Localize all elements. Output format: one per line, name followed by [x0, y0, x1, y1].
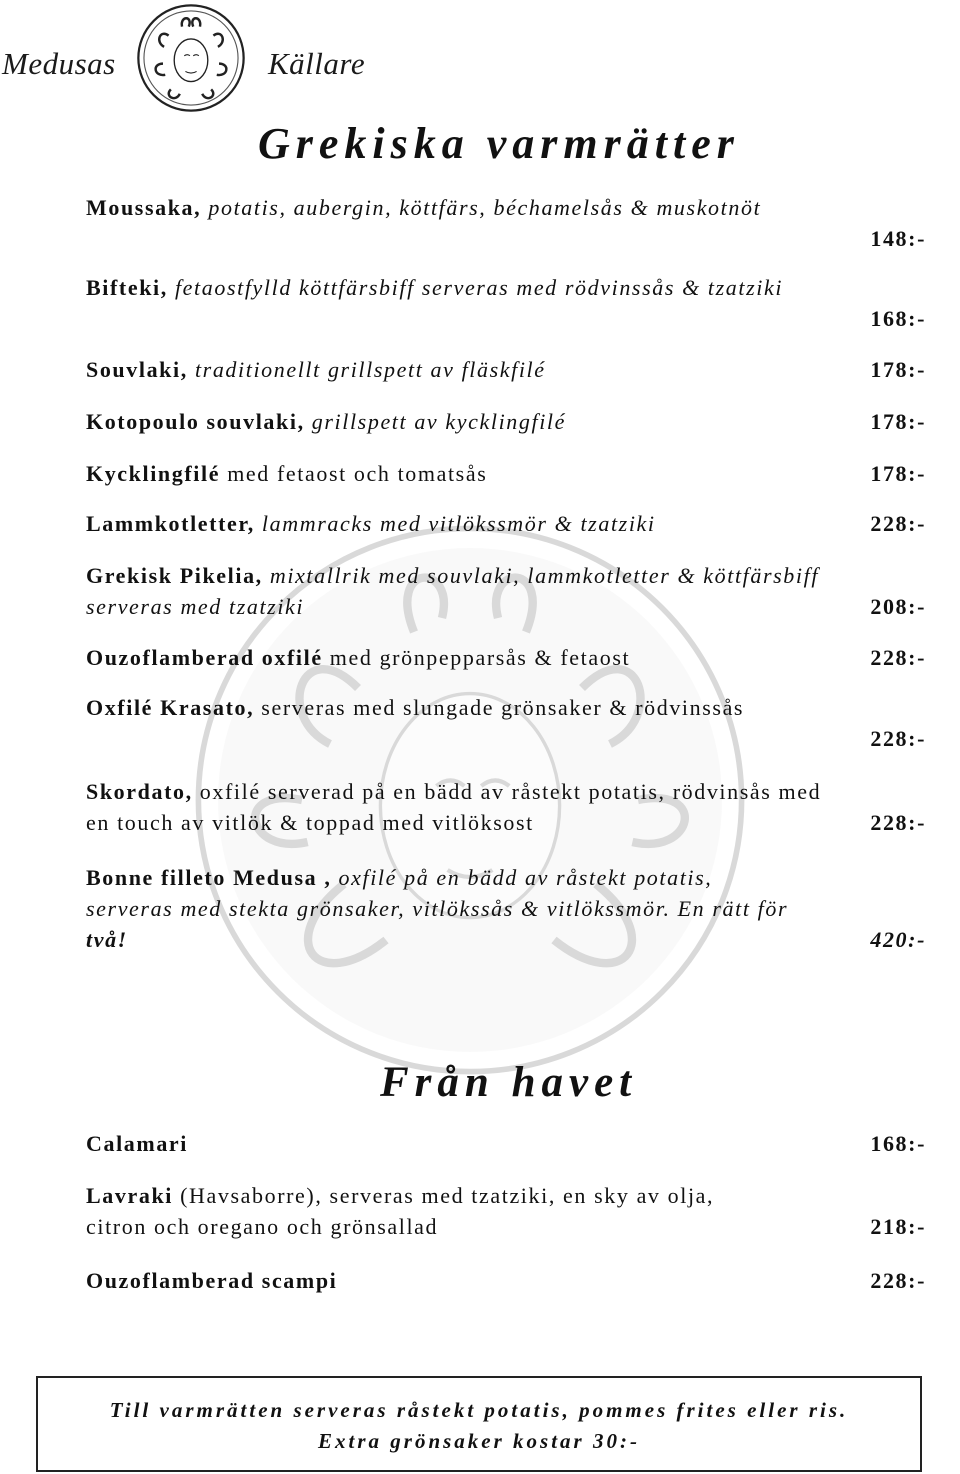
item-name: Ouzoflamberad oxfilé	[86, 645, 323, 670]
item-name: Skordato,	[86, 779, 193, 804]
item-price: 228:-	[870, 810, 926, 835]
item-price: 218:-	[870, 1214, 926, 1239]
item-name: Kotopoulo souvlaki,	[86, 409, 305, 434]
item-name: Oxfilé Krasato,	[86, 695, 255, 720]
restaurant-logo	[0, 0, 400, 120]
sides-info-line: Till varmrätten serveras råstekt potatis, pommes frites eller ris.	[109, 1398, 849, 1422]
item-name: Grekisk Pikelia,	[86, 563, 263, 588]
item-price: 228:-	[870, 511, 926, 536]
item-price: 168:-	[870, 306, 926, 331]
menu-item-lavraki	[86, 1180, 926, 1242]
menu-item-calamari	[86, 1128, 926, 1159]
item-description: serveras med slungade grönsaker & rödvinssås	[254, 695, 745, 720]
item-description: oxfilé på en bädd av råstekt potatis, serveras med stekta grönsaker, vitlökssås & vitlökssmör. En rätt för	[86, 865, 789, 921]
extra-vegetables-info: Extra grönsaker kostar 30:-	[318, 1429, 640, 1453]
item-price: 420:-	[870, 927, 926, 952]
item-price: 178:-	[870, 409, 926, 434]
menu-item-oxfile-krasato	[86, 692, 926, 751]
medusa-logo-icon	[135, 2, 247, 114]
item-price: 178:-	[870, 357, 926, 382]
item-description: potatis, aubergin, köttfärs, béchamelsås & muskotnöt	[201, 195, 762, 220]
item-price: 168:-	[870, 1131, 926, 1156]
menu-item-kycklingfile	[86, 458, 926, 489]
item-description: fetaostfylld köttfärsbiff serveras med rödvinssås & tzatziki	[167, 275, 784, 300]
item-description: (Havsaborre), serveras med tzatziki, en sky av olja, citron och oregano och grönsallad	[86, 1183, 715, 1239]
sides-info-box	[36, 1376, 922, 1472]
item-description: grillspett av kycklingfilé	[304, 409, 566, 434]
item-name: Bonne filleto Medusa ,	[86, 865, 332, 890]
menu-item-skordato	[86, 776, 926, 838]
item-emphasis: två!	[86, 927, 128, 952]
item-price: 228:-	[870, 645, 926, 670]
section-title-from-the-sea: Från havet	[380, 1059, 638, 1106]
item-name: Lammkotletter,	[86, 511, 255, 536]
menu-item-bifteki	[86, 272, 926, 331]
item-description: oxfilé serverad på en bädd av råstekt potatis, rödvinsås med en touch av vitlök & toppad med vitlöksost	[86, 779, 822, 835]
item-description: med fetaost och tomatsås	[220, 461, 488, 486]
item-name: Lavraki	[86, 1183, 173, 1208]
menu-item-lammkotletter	[86, 508, 926, 539]
item-description: lammracks med vitlökssmör & tzatziki	[254, 511, 656, 536]
menu-item-ouzoflamberad-scampi	[86, 1265, 926, 1296]
menu-item-bonne-filleto-medusa	[86, 862, 926, 955]
item-price: 228:-	[870, 1268, 926, 1293]
item-price: 148:-	[870, 226, 926, 251]
menu-item-kotopoulo-souvlaki	[86, 406, 926, 437]
menu-item-souvlaki	[86, 354, 926, 385]
item-name: Calamari	[86, 1131, 189, 1156]
item-description: med grönpepparsås & fetaost	[322, 645, 631, 670]
logo-text-left: Medusas	[2, 46, 116, 81]
item-name: Kycklingfilé	[86, 461, 221, 486]
section-title-main-courses: Grekiska varmrätter	[258, 119, 740, 168]
menu-item-grekisk-pikelia	[86, 560, 926, 622]
item-name: Moussaka,	[86, 195, 202, 220]
menu-item-moussaka	[86, 192, 926, 251]
item-price: 228:-	[870, 726, 926, 751]
item-name: Souvlaki,	[86, 357, 188, 382]
item-price: 208:-	[870, 594, 926, 619]
item-name: Ouzoflamberad scampi	[86, 1268, 338, 1293]
item-name: Bifteki,	[86, 275, 168, 300]
item-description: traditionellt grillspett av fläskfilé	[187, 357, 546, 382]
item-price: 178:-	[870, 461, 926, 486]
logo-text-right: Källare	[268, 46, 366, 81]
item-description: mixtallrik med souvlaki, lammkotletter & köttfärsbiff serveras med tzatziki	[86, 563, 820, 619]
menu-item-ouzoflamberad-oxfile	[86, 642, 926, 673]
